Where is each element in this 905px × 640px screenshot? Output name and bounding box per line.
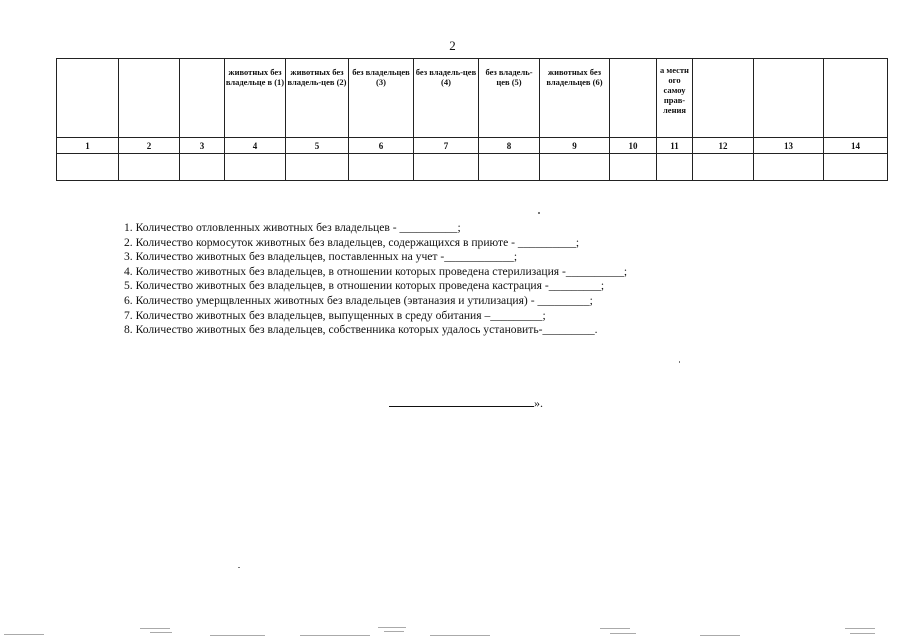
report-table: [56, 58, 888, 181]
fill-in-blank: ____________: [444, 250, 514, 264]
statistics-list: [124, 221, 627, 338]
column-number: 1: [57, 138, 119, 154]
list-item: [124, 279, 627, 294]
data-cell: [610, 154, 657, 181]
item-end: ;: [513, 250, 518, 264]
data-cell: [754, 154, 824, 181]
data-cell: [693, 154, 754, 181]
column-number: 12: [693, 138, 754, 154]
header-cell: животных без владель-цев (2): [286, 59, 349, 138]
item-end: .: [594, 323, 598, 337]
column-number: 7: [414, 138, 479, 154]
item-end: ;: [589, 293, 593, 307]
item-end: ;: [457, 221, 461, 234]
data-cell: [824, 154, 888, 181]
header-cell: а местн ого самоу прав-ления: [657, 59, 693, 138]
list-item: [124, 323, 627, 338]
column-number: 13: [754, 138, 824, 154]
item-text: 6. Количество умерщвленных животных без владельцев (эвтаназия и утилизация) -: [124, 293, 538, 307]
list-item: [124, 250, 627, 265]
fill-in-blank: __________: [517, 235, 576, 249]
header-cell: [824, 59, 888, 138]
closing-quote: ».: [534, 396, 543, 410]
table-header-row: [57, 59, 888, 138]
item-end: ;: [575, 235, 580, 249]
header-cell: [754, 59, 824, 138]
signature-rule: [389, 394, 534, 407]
column-number: 3: [180, 138, 225, 154]
header-cell: животных без владельцев (6): [540, 59, 610, 138]
header-cell: животных без владельце в (1): [225, 59, 286, 138]
header-cell: без владель-цев (4): [414, 59, 479, 138]
data-cell: [479, 154, 540, 181]
fill-in-blank: _________: [537, 293, 590, 307]
header-cell: без владель-цев (5): [479, 59, 540, 138]
item-end: ;: [623, 264, 628, 278]
item-text: 5. Количество животных без владельцев, в отношении которых проведена кастрация -: [124, 279, 549, 293]
header-cell: [693, 59, 754, 138]
data-cell: [286, 154, 349, 181]
column-number: 9: [540, 138, 610, 154]
column-number: 10: [610, 138, 657, 154]
fill-in-blank: _________: [542, 323, 595, 337]
fill-in-blank: __________: [565, 264, 624, 278]
list-item: [124, 309, 627, 324]
list-item: [124, 294, 627, 309]
scan-speck: [538, 212, 540, 214]
column-number: 5: [286, 138, 349, 154]
column-number: 2: [119, 138, 180, 154]
item-text: 8. Количество животных без владельцев, собственника которых удалось установить-: [124, 323, 543, 337]
column-number-row: [57, 138, 888, 154]
item-text: 1. Количество отловленных животных без владельцев -: [124, 221, 400, 234]
header-cell: [119, 59, 180, 138]
list-item: [124, 221, 627, 236]
fill-in-blank: _________: [548, 279, 601, 293]
item-end: ;: [542, 308, 546, 322]
column-number: 6: [349, 138, 414, 154]
data-cell: [57, 154, 119, 181]
page-number: 2: [449, 38, 456, 53]
item-text: 3. Количество животных без владельцев, поставленных на учет -: [124, 250, 445, 264]
item-text: 7. Количество животных без владельцев, выпущенных в среду обитания –: [124, 308, 491, 322]
scan-speck: [679, 361, 680, 363]
scan-noise-strip: [0, 624, 905, 638]
column-number: 14: [824, 138, 888, 154]
data-cell: [657, 154, 693, 181]
header-cell: [180, 59, 225, 138]
column-number: 4: [225, 138, 286, 154]
signature-line: [389, 394, 543, 411]
data-cell: [119, 154, 180, 181]
header-cell: без владельцев (3): [349, 59, 414, 138]
data-cell: [225, 154, 286, 181]
column-number: 11: [657, 138, 693, 154]
item-text: 4. Количество животных без владельцев, в отношении которых проведена стерилизация -: [124, 264, 566, 278]
header-cell: [57, 59, 119, 138]
data-cell: [540, 154, 610, 181]
column-number: 8: [479, 138, 540, 154]
data-cell: [180, 154, 225, 181]
item-text: 2. Количество кормосуток животных без владельцев, содержащихся в приюте -: [124, 235, 518, 249]
fill-in-blank: __________: [399, 221, 458, 234]
header-cell: [610, 59, 657, 138]
list-item: [124, 265, 627, 280]
scan-speck: [238, 567, 240, 568]
data-cell: [414, 154, 479, 181]
data-cell: [349, 154, 414, 181]
item-end: ;: [600, 279, 605, 293]
fill-in-blank: _________: [490, 308, 543, 322]
list-item: [124, 236, 627, 251]
empty-data-row: [57, 154, 888, 181]
